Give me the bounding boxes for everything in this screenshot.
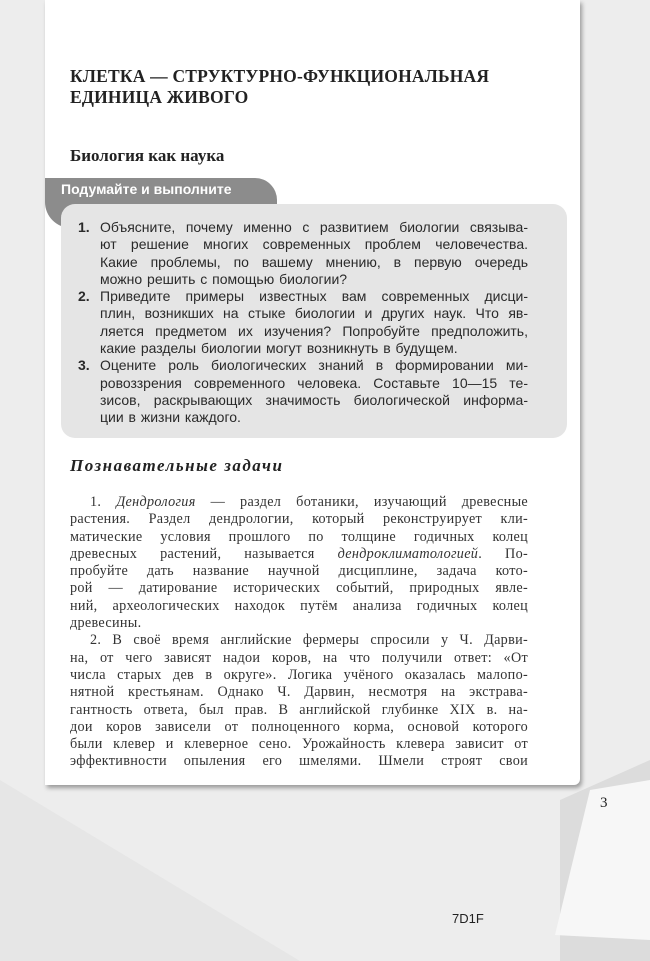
text-line: матические условия прошлого по толщине годичных колец (70, 528, 528, 545)
task-item (78, 219, 528, 288)
text-line: дои коров зависели от полноценного корма, основой которого (70, 718, 528, 735)
text-line: рой — датирование исторических событий, природных явле- (70, 580, 528, 597)
page-number: 3 (600, 795, 608, 811)
section-title: Биология как наука (70, 146, 225, 165)
task-item (78, 288, 528, 357)
task-number: 3. (78, 357, 90, 374)
cognitive-tasks-text (70, 494, 528, 771)
chapter-title-line: КЛЕТКА — СТРУКТУРНО-ФУНКЦИОНАЛЬНАЯ (70, 66, 490, 86)
term: Дендрология (116, 494, 196, 510)
task-item (78, 357, 528, 426)
task-text-line: можно решить с помощью биологии? (100, 270, 348, 287)
task-text-line: Объясните, почему именно с развитием биологии связыва- (100, 219, 528, 235)
cognitive-tasks-title: Познавательные задачи (70, 456, 284, 475)
text-line: нятной крестьянам. Однако Ч. Дарвин, несмотря на экстрава- (70, 684, 528, 701)
text-line: 2. В своё время английские фермеры спросили у Ч. Дарви- (90, 632, 528, 649)
text: . По- (478, 545, 528, 562)
term: дендроклиматологией (337, 545, 479, 562)
text-line: на, от чего зависят надои коров, на что получили ответ: «От (70, 649, 528, 666)
chapter-title-line: ЕДИНИЦА ЖИВОГО (70, 87, 249, 107)
text-line (70, 494, 528, 511)
text: древесных растений, называется (70, 545, 338, 562)
tasks-tab-label: Подумайте и выполните (61, 181, 232, 197)
text: 1. (90, 494, 117, 510)
task-number: 2. (78, 288, 90, 305)
text-line: древесины. (70, 615, 142, 632)
text-line: числа старых дев в округе». Логика учёного оказалась малопо- (70, 666, 528, 683)
task-text-line: какие разделы биологии могут возникнуть в будущем. (100, 340, 458, 357)
text-line: пробуйте дать название научной дисциплине, задача кото- (70, 563, 528, 580)
textbook-page (45, 0, 580, 785)
text-line: растения. Раздел дендрологии, который реконструирует кли- (70, 511, 528, 528)
task-text-line: Оцените роль биологических знаний в формировании ми- (100, 357, 528, 374)
chapter-title (70, 66, 489, 108)
text-line (70, 546, 528, 563)
task-text-line: Какие проблемы, по вашему мнению, в первую очередь (100, 253, 528, 270)
text: — раздел ботаники, изучающий древесные (195, 494, 528, 510)
task-text-line: ции в жизни каждого. (100, 409, 241, 426)
text-line: были клевер и клеверное сено. Урожайность клевера зависит от (70, 736, 528, 753)
task-text-line: ляется предметом их изучения? Попробуйте предположить, (100, 322, 528, 339)
task-text-line: Приведите примеры известных вам современных дисци- (100, 288, 528, 305)
page-code: 7D1F (452, 911, 484, 926)
tasks-list (78, 219, 528, 427)
text-line: ний, археологических находок путём анализа годичных колец (70, 597, 528, 614)
text-line: гантность ответа, был прав. В английской глубинке XIX в. на- (70, 701, 528, 718)
task-number: 1. (78, 219, 90, 235)
task-text-line: ют решение многих современных проблем человечества. (100, 236, 528, 253)
task-text-line: ровоззрения современного человека. Составьте 10—15 те- (100, 374, 528, 391)
task-text-line: зисов, раскрывающих значимость биологической информа- (100, 391, 528, 408)
task-text-line: плин, возникших на стыке биологии и других наук. Что яв- (100, 305, 528, 322)
text-line: эффективности опыления его шмелями. Шмели строят свои (70, 753, 528, 770)
